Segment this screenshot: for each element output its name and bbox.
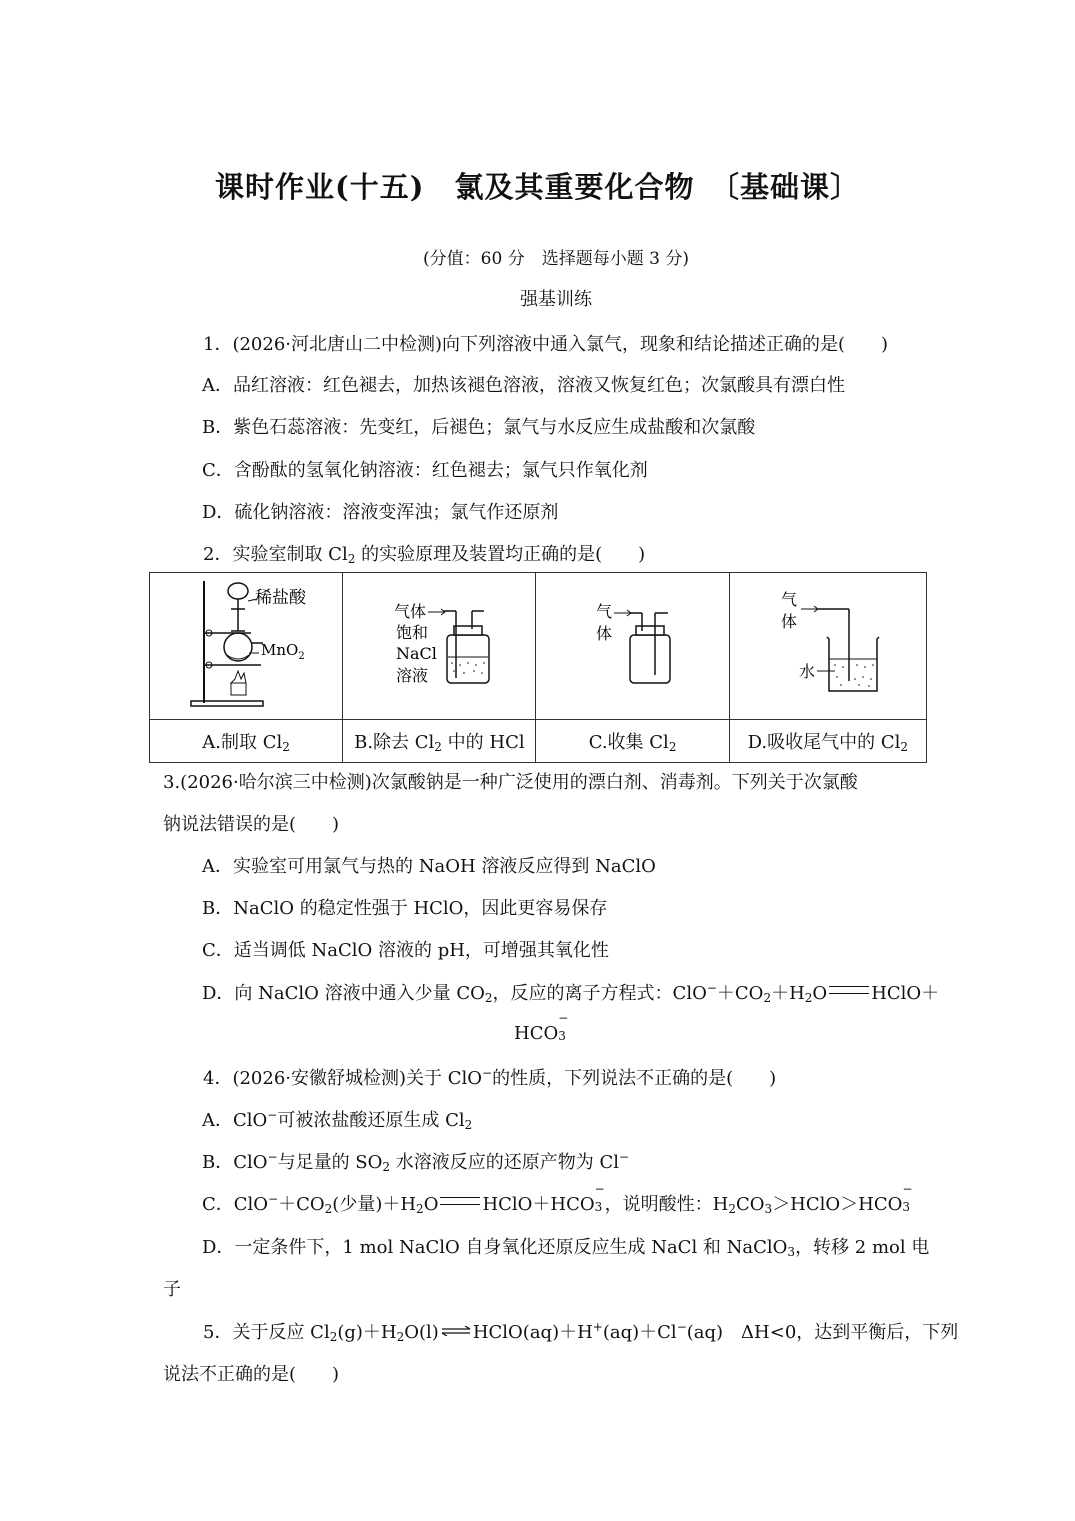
dilute-hcl-label: 稀盐酸	[255, 588, 307, 608]
saturated-label: 饱和	[396, 623, 429, 642]
wash-bottle-diagram	[344, 573, 534, 714]
q3-option-d: D．向 NaClO 溶液中通入少量 $CO_2$，反应的离子方程式：$ClO^-+CO_2+H_2O$ HClO＋	[202, 981, 940, 1005]
q3-option-b: B．NaClO 的稳定性强于 HClO，因此更容易保存	[202, 898, 608, 919]
solution-label: 溶液	[396, 666, 429, 685]
apparatus-d	[729, 573, 926, 720]
section-heading: 强基训练	[520, 289, 592, 310]
apparatus-table	[149, 572, 927, 763]
q4-option-b: B．ClO−与足量的 $SO_2$ 水溶液反应的还原产物为 Cl−	[202, 1150, 630, 1174]
q4-option-d-line1: D．一定条件下，1 mol NaClO 自身氧化还原反应生成 NaCl 和 NaClO$_3$，转移 2 mol 电	[202, 1237, 930, 1259]
equilibrium-arrow-icon	[441, 1326, 471, 1336]
mno2-label: MnO$_2$	[261, 641, 305, 662]
gas-label-bottom: 体	[595, 624, 612, 643]
page-title: 课时作业(十五) 氯及其重要化合物 〔基础课〕	[215, 170, 860, 204]
score-note: (分值：60 分 选择题每小题 3 分)	[423, 249, 689, 269]
equals-sign	[440, 1197, 480, 1205]
q3-option-a: A．实验室可用氯气与热的 NaOH 溶液反应得到 NaClO	[202, 856, 656, 877]
q4-option-a: A．ClO−可被浓盐酸还原生成 $Cl_2$	[202, 1108, 473, 1132]
caption-d: D.吸收尾气中的 $Cl_2$	[729, 720, 926, 763]
gas-label-top: 气	[595, 602, 612, 621]
caption-a: A.制取 $Cl_2$	[150, 720, 343, 763]
q1-option-b: B．紫色石蕊溶液：先变红，后褪色；氯气与水反应生成盐酸和次氯酸	[202, 417, 756, 438]
q1-option-d: D．硫化钠溶液：溶液变浑浊；氯气作还原剂	[202, 502, 559, 523]
q5-stem-line2: 说法不正确的是( )	[163, 1364, 340, 1385]
q3-stem-line2: 钠说法错误的是( )	[163, 814, 340, 835]
q4-stem: 4．(2026·安徽舒城检测)关于 ClO−的性质，下列说法不正确的是( )	[203, 1066, 777, 1089]
q3-option-c: C．适当调低 NaClO 溶液的 pH，可增强其氧化性	[202, 940, 609, 961]
generator-apparatus-diagram	[151, 573, 341, 714]
gas-label-bottom: 体	[780, 612, 797, 631]
q4-option-c: C．$ClO^-+CO_2$(少量)$+H_2O$ HClO＋HCO − 3 ，说明酸性：$H_2CO_3>HClO>HCO$ − 3	[202, 1182, 913, 1216]
apparatus-a	[150, 573, 343, 720]
q2-stem: 2．实验室制取 $Cl_2$ 的实验原理及装置均正确的是( )	[203, 544, 646, 566]
apparatus-b	[343, 573, 536, 720]
q1-stem: 1．(2026·河北唐山二中检测)向下列溶液中通入氯气，现象和结论描述正确的是( )	[203, 334, 889, 355]
apparatus-c	[536, 573, 729, 720]
q4-option-d-line2: 子	[163, 1279, 181, 1300]
equals-sign	[829, 986, 869, 994]
caption-b: B.除去 $Cl_2$ 中的 HCl	[343, 720, 536, 763]
q5-stem-line1: 5．关于反应 $Cl_2(g)+H_2O(l)$ HClO(aq)＋H+(aq)＋Cl−(aq) ΔH<0，达到平衡后，下列	[203, 1320, 959, 1344]
q3-stem-line1: 3.(2026·哈尔滨三中检测)次氯酸钠是一种广泛使用的漂白剂、消毒剂。下列关于次氯酸	[163, 772, 858, 793]
q3-option-d-cont: HCO − 3	[514, 1011, 569, 1044]
caption-c: C.收集 $Cl_2$	[536, 720, 729, 763]
q1-option-c: C．含酚酞的氢氧化钠溶液：红色褪去；氯气只作氧化剂	[202, 460, 648, 481]
beaker-absorption-diagram	[731, 573, 925, 714]
nacl-label: NaCl	[396, 644, 438, 663]
q1-option-a: A．品红溶液：红色褪去，加热该褪色溶液，溶液又恢复红色；次氯酸具有漂白性	[202, 375, 845, 396]
water-label: 水	[798, 662, 815, 681]
gas-label-top: 气	[780, 590, 797, 609]
collection-bottle-diagram	[538, 573, 728, 714]
gas-label: 气体	[394, 602, 427, 621]
